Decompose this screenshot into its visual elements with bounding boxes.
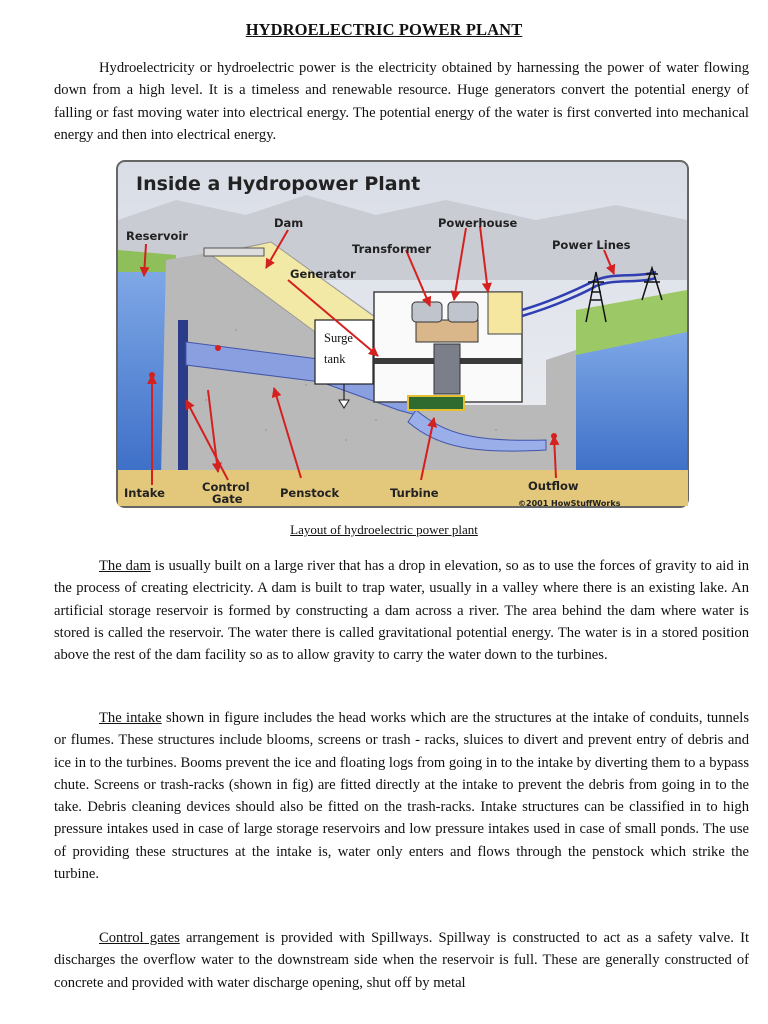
generator <box>416 320 478 342</box>
label-power-lines: Power Lines <box>552 238 631 252</box>
label-control: Control <box>202 480 250 494</box>
hydropower-diagram <box>116 160 689 508</box>
figure-caption: Layout of hydroelectric power plant <box>290 522 478 537</box>
intake-text: shown in figure includes the head works which are the structures at the intake of conduits, tunnels or flumes. These structures include blooms, screens or trash - racks, sluices to divert and prevent entry of debris and ice in to the turbines. Booms prevent the ice and floating logs from going in to the intake by diverting them to a bypass chute. Screens or trash-racks (shown in fig) are fitted directly at the intake to prevent the debris from going in to the take. Debris cleaning devices should also be fitted on the trash-racks. Intake structures can be classified in to high pressure intakes used in case of large storage reservoirs and low pressure intakes used in case of small ponds. The use of providing these structures at the intake is, water only enters and flows through the penstock which strike the turbine. <box>54 710 749 883</box>
intro-paragraph: Hydroelectricity or hydroelectric power is the electricity obtained by harnessing the power of water flowing down from a high level. It is a timeless and renewable resource. Huge generators convert the potential energy of falling or fast moving water into electrical energy. The potential energy of the water is first converted into mechanical energy and then into electrical energy. <box>54 60 749 143</box>
label-dam: Dam <box>274 216 304 230</box>
turbine <box>408 396 464 410</box>
label-outflow: Outflow <box>528 479 579 493</box>
control-term: Control gates <box>99 930 180 946</box>
intake-paragraph <box>54 707 749 885</box>
control-paragraph <box>54 927 749 994</box>
document-title: HYDROELECTRIC POWER PLANT <box>245 20 523 39</box>
dam-text: is usually built on a large river that has a drop in elevation, so as to use the forces of gravity to aid in the process of creating electricity. A dam is built to trap water, usually in a valley where there is an existing lake. An artificial storage reservoir is formed by constructing a dam across a river. The area behind the dam where water is stored is called the reservoir. The water there is called gravitational potential energy. The water is in a stored position above the rest of the dam facility so as to allow gravity to carry the water down to the turbines. <box>54 558 749 664</box>
label-gate: Gate <box>212 492 243 506</box>
dam-term: The dam <box>99 558 151 574</box>
label-surge: Surge <box>324 331 353 345</box>
label-penstock: Penstock <box>280 486 340 500</box>
label-powerhouse: Powerhouse <box>438 216 518 230</box>
control-text: arrangement is provided with Spillways. Spillway is constructed to act as a safety valve. It discharges the overflow water to the downstream side when the reservoir is full. These are generally constructed of concrete and provided with water discharge opening, shut off by metal <box>54 930 750 991</box>
label-reservoir: Reservoir <box>126 229 188 243</box>
label-intake: Intake <box>124 486 165 500</box>
label-copyright: ©2001 HowStuffWorks <box>518 499 621 508</box>
diagram-heading: Inside a Hydropower Plant <box>136 173 421 195</box>
dam-paragraph <box>54 555 749 666</box>
intake-term: The intake <box>99 710 162 726</box>
label-turbine: Turbine <box>390 486 439 500</box>
label-transformer: Transformer <box>352 242 432 256</box>
label-tank: tank <box>324 352 346 366</box>
label-generator: Generator <box>290 267 356 281</box>
